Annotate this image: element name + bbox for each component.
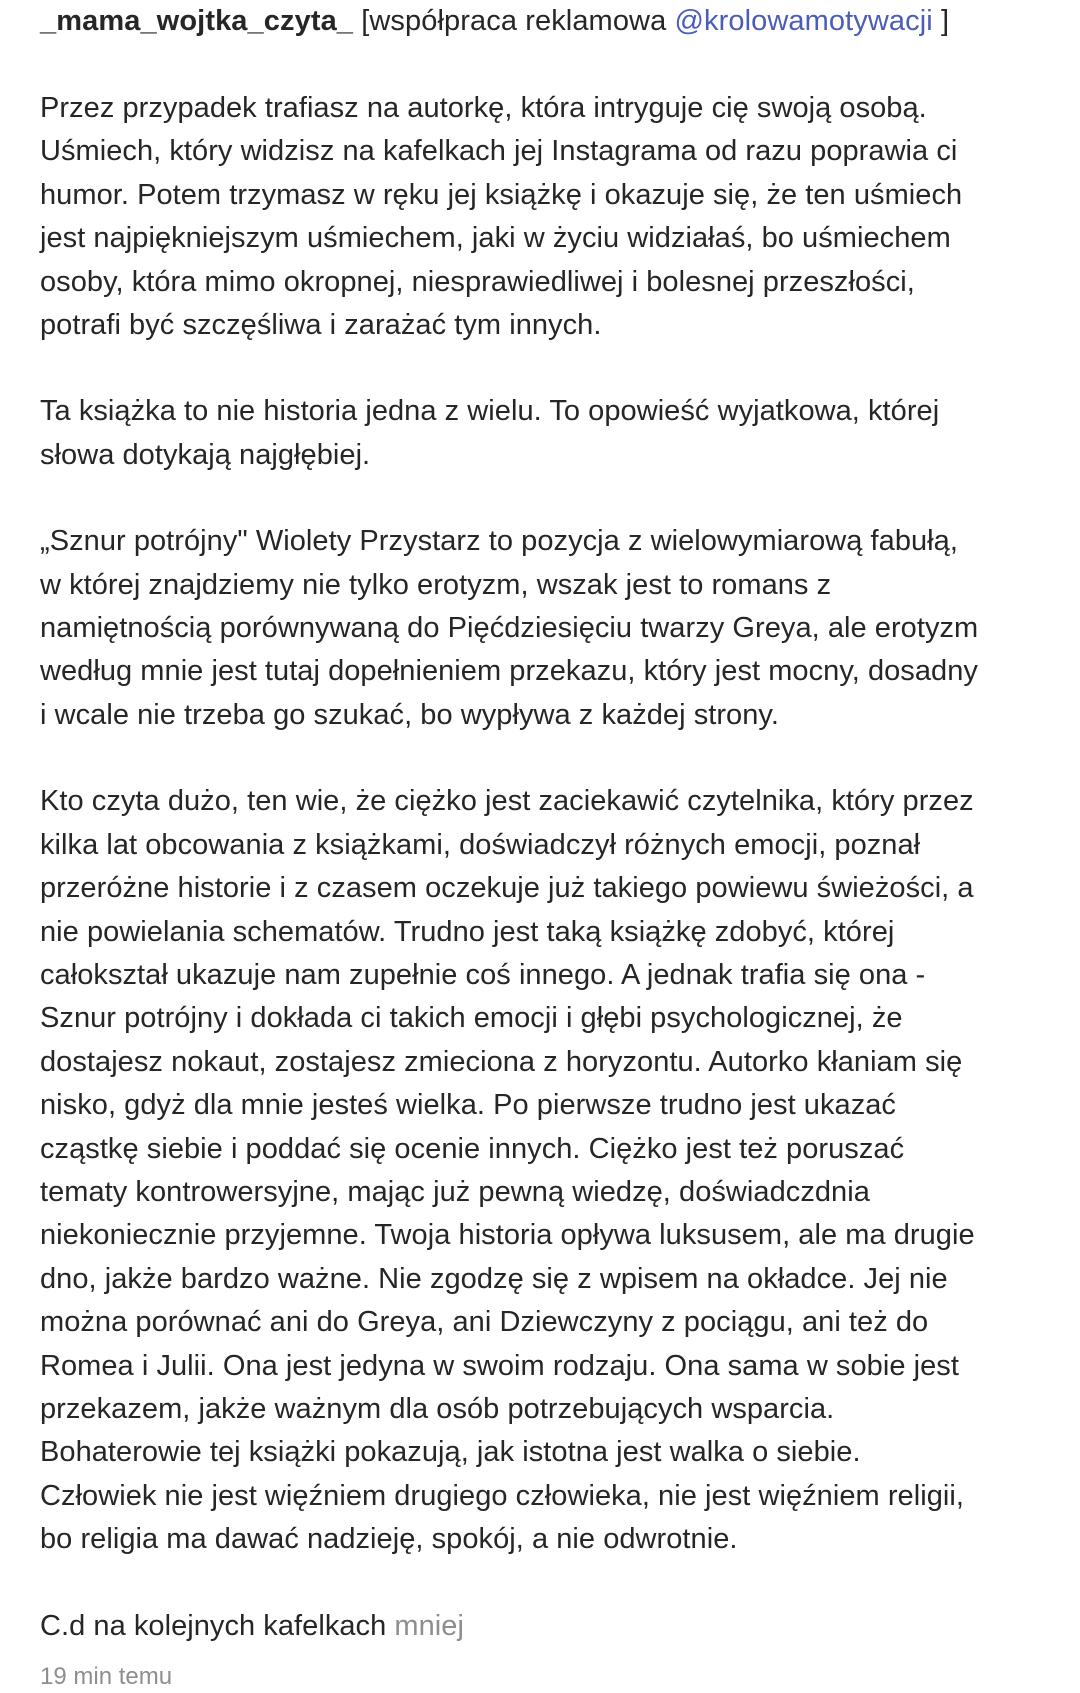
post-caption (40, 0, 1050, 1693)
sponsor-label-suffix: ] (932, 5, 950, 37)
sponsor-label-prefix: [współpraca reklamowa (361, 5, 675, 37)
caption-paragraph-2: Ta książka to nie historia jedna z wielu. To opowieść wyjatkowa, której słowa dotykają najgłębiej. (40, 395, 940, 471)
caption-paragraph-5 (40, 1605, 1050, 1648)
caption-paragraph-1: Przez przypadek trafiasz na autorkę, która intryguje cię swoją osobą. Uśmiech, który widzisz na kafelkach jej Instagrama od razu poprawia ci humor. Potem trzymasz w ręku jej książkę i okazuje się, że ten uśmiech jest najpiękniejszym uśmiechem, jaki w życiu widziałaś, bo uśmiechem osoby, która mimo okropnej, niesprawiedliwej i bolesnej przeszłości, potrafi być szczęśliwa i zarażać tym innych. (40, 92, 963, 342)
continuation-text: C.d na kolejnych kafelkach (40, 1609, 395, 1642)
caption-header (40, 0, 1050, 43)
username-link[interactable]: _mama_wojtka_czyta_ (40, 5, 354, 37)
mention-link[interactable]: @krolowamotywacji (674, 5, 933, 37)
caption-paragraph-3: „Sznur potrójny" Wiolety Przystarz to pozycja z wielowymiarową fabułą, w której znajdziemy nie tylko erotyzm, wszak jest to romans z namiętnością porównywaną do Pięćdziesięciu twarzy Greya, ale erotyzm według mnie jest tutaj dopełnieniem przekazu, który jest mocny, dosadny i wcale nie trzeba go szukać, bo wypływa z każdej strony. (40, 525, 979, 731)
show-less-link[interactable]: mniej (394, 1609, 464, 1642)
caption-paragraph-4: Kto czyta dużo, ten wie, że ciężko jest zaciekawić czytelnika, który przez kilka lat obcowania z książkami, doświadczył różnych emocji, poznał przeróżne historie i z czasem oczekuje już takiego powiewu świeżości, a nie powielania schematów. Trudno jest taką książkę zdobyć, której całokształ ukazuje nam zupełnie coś innego. A jednak trafia się ona - Sznur potrójny i dokłada ci takich emocji i głębi psychologicznej, że dostajesz nokaut, zostajesz zmieciona z horyzontu. Autorko kłaniam się nisko, gdyż dla mnie jesteś wielka. Po pierwsze trudno jest ukazać cząstkę siebie i poddać się ocenie innych. Ciężko jest też poruszać tematy kontrowersyjne, mając już pewną wiedzę, doświadczdnia niekoniecznie przyjemne. Twoja historia opływa luksusem, ale ma drugie dno, jakże bardzo ważne. Nie zgodzę się z wpisem na okładce. Jej nie można porównać ani do Greya, ani Dziewczyny z pociągu, ani też do Romea i Julii. Ona jest jedyna w swoim rodzaju. Ona sama w sobie jest przekazem, jakże ważnym dla osób potrzebujących wsparcia. Bohaterowie tej książki pokazują, jak istotna jest walka o siebie. Człowiek nie jest więźniem drugiego człowieka, nie jest więźniem religii, bo religia ma dawać nadzieję, spokój, a nie odwrotnie. (40, 785, 975, 1556)
post-timestamp: 19 min temu (40, 1663, 173, 1690)
